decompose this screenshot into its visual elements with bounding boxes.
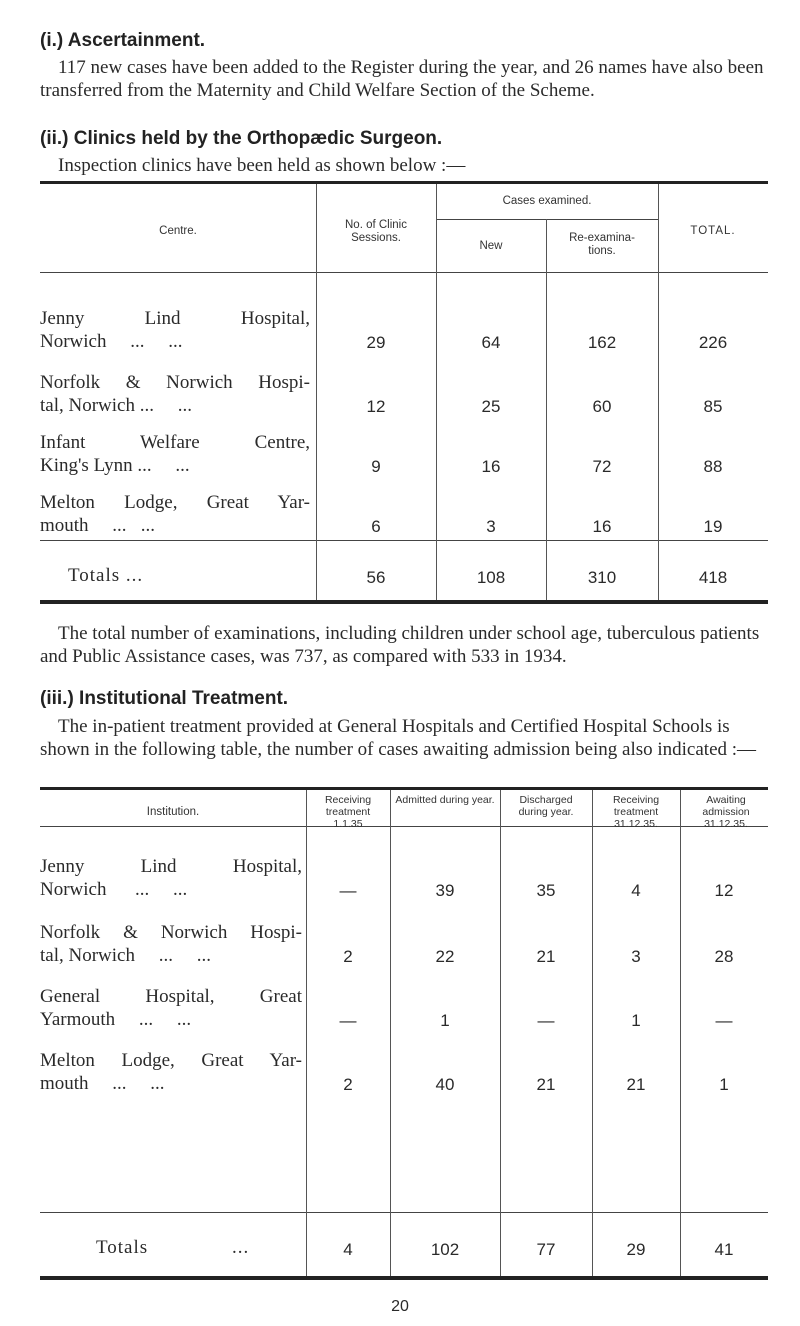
total-awaiting: 41 [714,1240,734,1259]
cell-total: 226 [698,333,728,352]
cell-sessions: 6 [371,517,381,536]
row-name-line1: General Hospital, Great [40,986,302,1007]
cell-sessions: 9 [371,457,381,476]
cell-receiving-start: 2 [343,947,353,966]
cell-admitted: 22 [435,947,455,966]
cell-sessions: 29 [366,333,386,352]
table-row-name [40,307,310,353]
section-i-heading: (i.) Ascertainment. [40,30,206,51]
total-reexam: 310 [587,568,617,587]
cell-discharged: — [537,1011,555,1030]
row-name-line1: Infant Welfare Centre, [40,432,310,453]
col-divider [306,790,307,1276]
cell-awaiting: 1 [719,1075,729,1094]
row-name-line2: Yarmouth ... ... [40,1009,192,1030]
table-row-name [40,855,302,901]
col-header-total: TOTAL. [690,225,736,237]
total-discharged: 77 [536,1240,556,1259]
col-header-receiving-end: Receiving treatment 31.12.35. [612,794,660,830]
cell-reexam: 72 [592,457,612,476]
table-row-name [40,985,302,1031]
col-header-new: New [479,240,503,252]
col-header-admitted: Admitted during year. [395,794,495,806]
row-name-line2: tal, Norwich ... ... [40,945,211,966]
col-divider [316,184,317,600]
table-totals-rule [40,1212,768,1213]
col-header-awaiting: Awaiting admission 31.12.35. [702,794,750,830]
cell-receiving-start: — [339,1011,357,1030]
col-header-institution: Institution. [146,806,200,818]
col-header-reexaminations: Re-examina- tions. [569,232,635,257]
totals-label: Totals ... [68,565,144,586]
col-divider [500,790,501,1276]
cell-discharged: 21 [536,947,556,966]
totals-label: Totals [96,1237,149,1258]
section-ii-intro: Inspection clinics have been held as shown below :— [58,155,466,176]
cell-awaiting: 28 [714,947,734,966]
cell-new: 64 [481,333,501,352]
total-new: 108 [476,568,506,587]
col-divider [390,790,391,1276]
row-name-line1: Jenny Lind Hospital, [40,308,310,329]
row-name-line1: Norfolk & Norwich Hospi- [40,372,310,393]
cases-subheader-rule [436,219,658,220]
cell-receiving-end: 3 [631,947,641,966]
cell-discharged: 21 [536,1075,556,1094]
cell-awaiting: 12 [714,881,734,900]
cell-total: 19 [703,517,723,536]
col-header-discharged: Discharged during year. [518,794,574,818]
cell-reexam: 162 [587,333,617,352]
page-number: 20 [391,1298,409,1315]
row-name-line1: Melton Lodge, Great Yar- [40,492,310,513]
col-divider [592,790,593,1276]
cell-awaiting: — [715,1011,733,1030]
row-name-line2: Norwich ... ... [40,879,188,900]
cell-receiving-start: 2 [343,1075,353,1094]
total-admitted: 102 [430,1240,460,1259]
cell-admitted: 39 [435,881,455,900]
cell-total: 85 [703,397,723,416]
cell-new: 16 [481,457,501,476]
col-header-receiving-start: Receiving treatment 1.1.35 [324,794,372,830]
total-total: 418 [698,568,728,587]
table-bottom-rule [40,600,768,604]
row-name-line2: mouth ... ... [40,1073,165,1094]
table-bottom-rule [40,1276,768,1280]
col-header-sessions: No. of Clinic Sessions. [345,219,407,244]
examinations-summary: The total number of examinations, including children under school age, tuberculous patients and Public Assistance cases, was 737, as compared with 533 in 1934. [40,623,760,667]
col-divider [680,790,681,1276]
cell-receiving-end: 4 [631,881,641,900]
table-row-name [40,1049,302,1095]
table-row-name [40,921,302,967]
cell-sessions: 12 [366,397,386,416]
totals-dots: ... [232,1237,250,1258]
col-header-centre: Centre. [159,225,197,237]
section-iii-text: The in-patient treatment provided at General Hospitals and Certified Hospital Schools is shown in the following table, the number of cases awaiting admission being also indicated :— [40,716,757,760]
table-row-name [40,491,310,537]
section-i-text: 117 new cases have been added to the Register during the year, and 26 names have also been transferred from the Maternity and Child Welfare Section of the Scheme. [40,57,764,101]
cell-reexam: 16 [592,517,612,536]
cell-receiving-end: 1 [631,1011,641,1030]
row-name-line1: Norfolk & Norwich Hospi- [40,922,302,943]
total-receiving-start: 4 [343,1240,353,1259]
row-name-line2: mouth ... ... [40,515,156,536]
cell-receiving-end: 21 [626,1075,646,1094]
section-iii-heading: (iii.) Institutional Treatment. [40,688,289,709]
cell-total: 88 [703,457,723,476]
row-name-line1: Melton Lodge, Great Yar- [40,1050,302,1071]
row-name-line2: King's Lynn ... ... [40,455,190,476]
total-sessions: 56 [366,568,386,587]
cell-new: 25 [481,397,501,416]
cell-admitted: 1 [440,1011,450,1030]
table-row-name [40,371,310,417]
row-name-line2: tal, Norwich ... ... [40,395,192,416]
col-header-cases-examined: Cases examined. [502,195,592,207]
row-name-line1: Jenny Lind Hospital, [40,856,302,877]
cell-admitted: 40 [435,1075,455,1094]
cell-new: 3 [486,517,496,536]
cell-receiving-start: — [339,881,357,900]
col-divider [658,184,659,600]
row-name-line2: Norwich ... ... [40,331,183,352]
table-row-name [40,431,310,477]
cell-reexam: 60 [592,397,612,416]
total-receiving-end: 29 [626,1240,646,1259]
cell-discharged: 35 [536,881,556,900]
table-top-rule [40,787,768,790]
section-ii-heading: (ii.) Clinics held by the Orthopædic Surgeon. [40,128,443,149]
